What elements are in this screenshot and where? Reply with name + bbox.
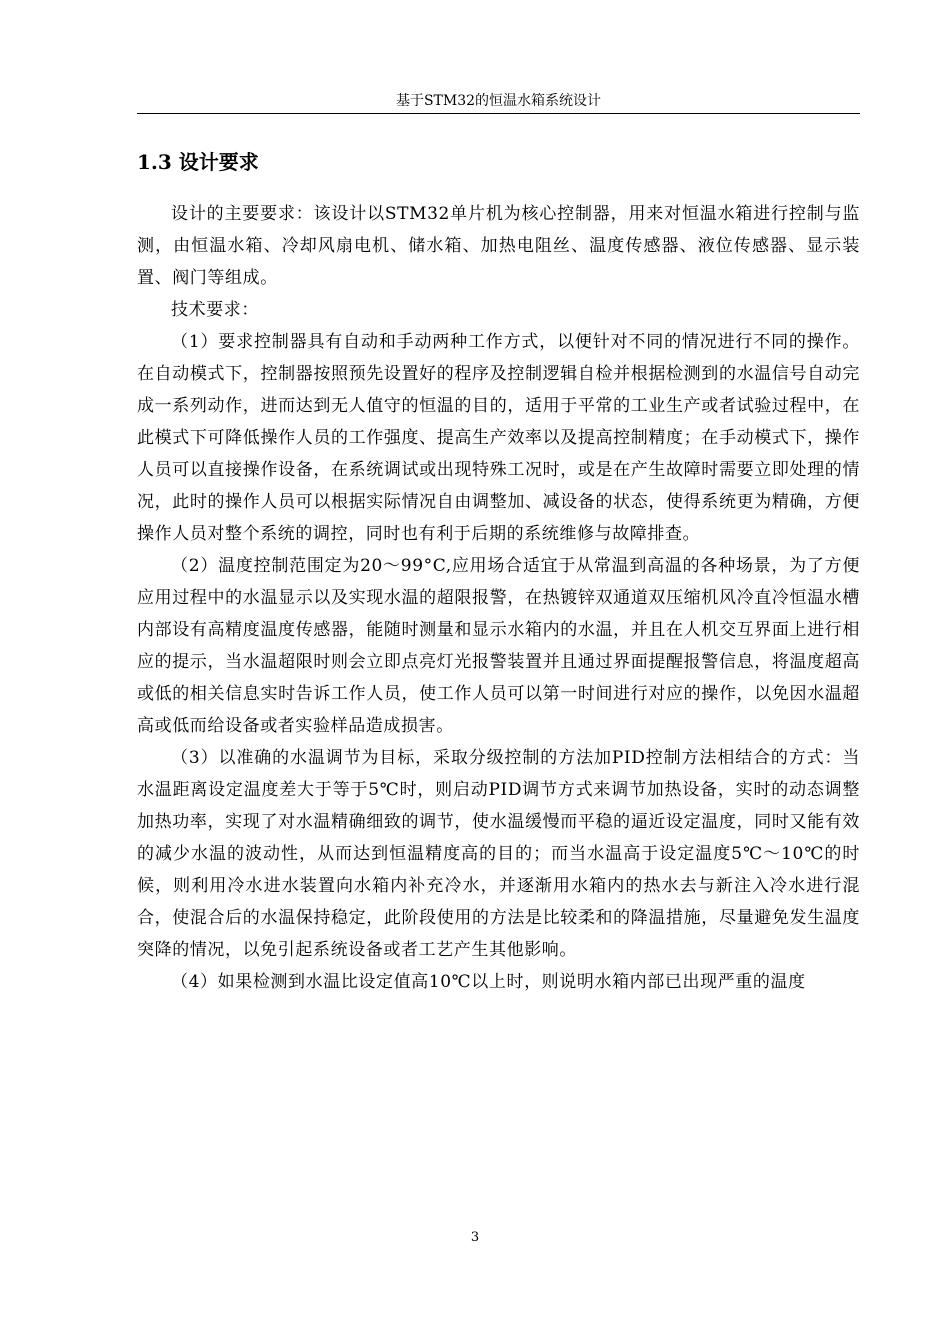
paragraph-requirement-4: （4）如果检测到水温比设定值高10℃以上时，则说明水箱内部已出现严重的温度: [171, 972, 806, 992]
section-heading: 1.3 设计要求: [137, 150, 259, 174]
paragraph-technical-requirements-label: 技术要求：: [171, 300, 259, 320]
paragraph-main-requirements: 设计的主要要求：该设计以STM32单片机为核心控制器，用来对恒温水箱进行控制与监测，由恒温水箱、冷却风扇电机、储水箱、加热电阻丝、温度传感器、液位传感器、显示装置、阀门等组成。: [137, 204, 860, 288]
page-number: 3: [470, 1230, 480, 1245]
paragraph-requirement-3: （3）以准确的水温调节为目标，采取分级控制的方法加PID控制方法相结合的方式：当水温距离设定温度差大于等于5℃时，则启动PID调节方式来调节加热设备，实时的动态调整加热功率，实现了对水温精确细致的调节，使水温缓慢而平稳的逼近设定温度，同时又能有效的减少水温的波动性，从而达到恒温精度高的目的；而当水温高于设定温度5℃～10℃的时候，则利用冷水进水装置向水箱内补充冷水，并逐渐用水箱内的热水去与新注入冷水进行混合，使混合后的水温保持稳定，此阶段使用的方法是比较柔和的降温措施，尽量避免发生温度突降的情况，以免引起系统设备或者工艺产生其他影响。: [137, 748, 860, 960]
paragraph-requirement-2: （2）温度控制范围定为20～99°C,应用场合适宜于从常温到高温的各种场景，为了方便应用过程中的水温显示以及实现水温的超限报警，在热镀锌双通道双压缩机风冷直冷恒温水槽内部设有高精度温度传感器，能随时测量和显示水箱内的水温，并且在人机交互界面上进行相应的提示，当水温超限时则会立即点亮灯光报警装置并且通过界面提醒报警信息，将温度超高或低的相关信息实时告诉工作人员，使工作人员可以第一时间进行对应的操作，以免因水温超高或低而给设备或者实验样品造成损害。: [137, 556, 860, 736]
body-text: [137, 198, 860, 998]
header-rule: [137, 113, 860, 114]
paragraph-requirement-1: （1）要求控制器具有自动和手动两种工作方式，以便针对不同的情况进行不同的操作。在自动模式下，控制器按照预先设置好的程序及控制逻辑自检并根据检测到的水温信号自动完成一系列动作，进而达到无人值守的恒温的目的，适用于平常的工业生产或者试验过程中，在此模式下可降低操作人员的工作强度、提高生产效率以及提高控制精度；在手动模式下，操作人员可以直接操作设备，在系统调试或出现特殊工况时，或是在产生故障时需要立即处理的情况，此时的操作人员可以根据实际情况自由调整加、减设备的状态，使得系统更为精确，方便操作人员对整个系统的调控，同时也有利于后期的系统维修与故障排查。: [137, 332, 860, 544]
running-header: 基于STM32的恒温水箱系统设计: [395, 93, 602, 109]
